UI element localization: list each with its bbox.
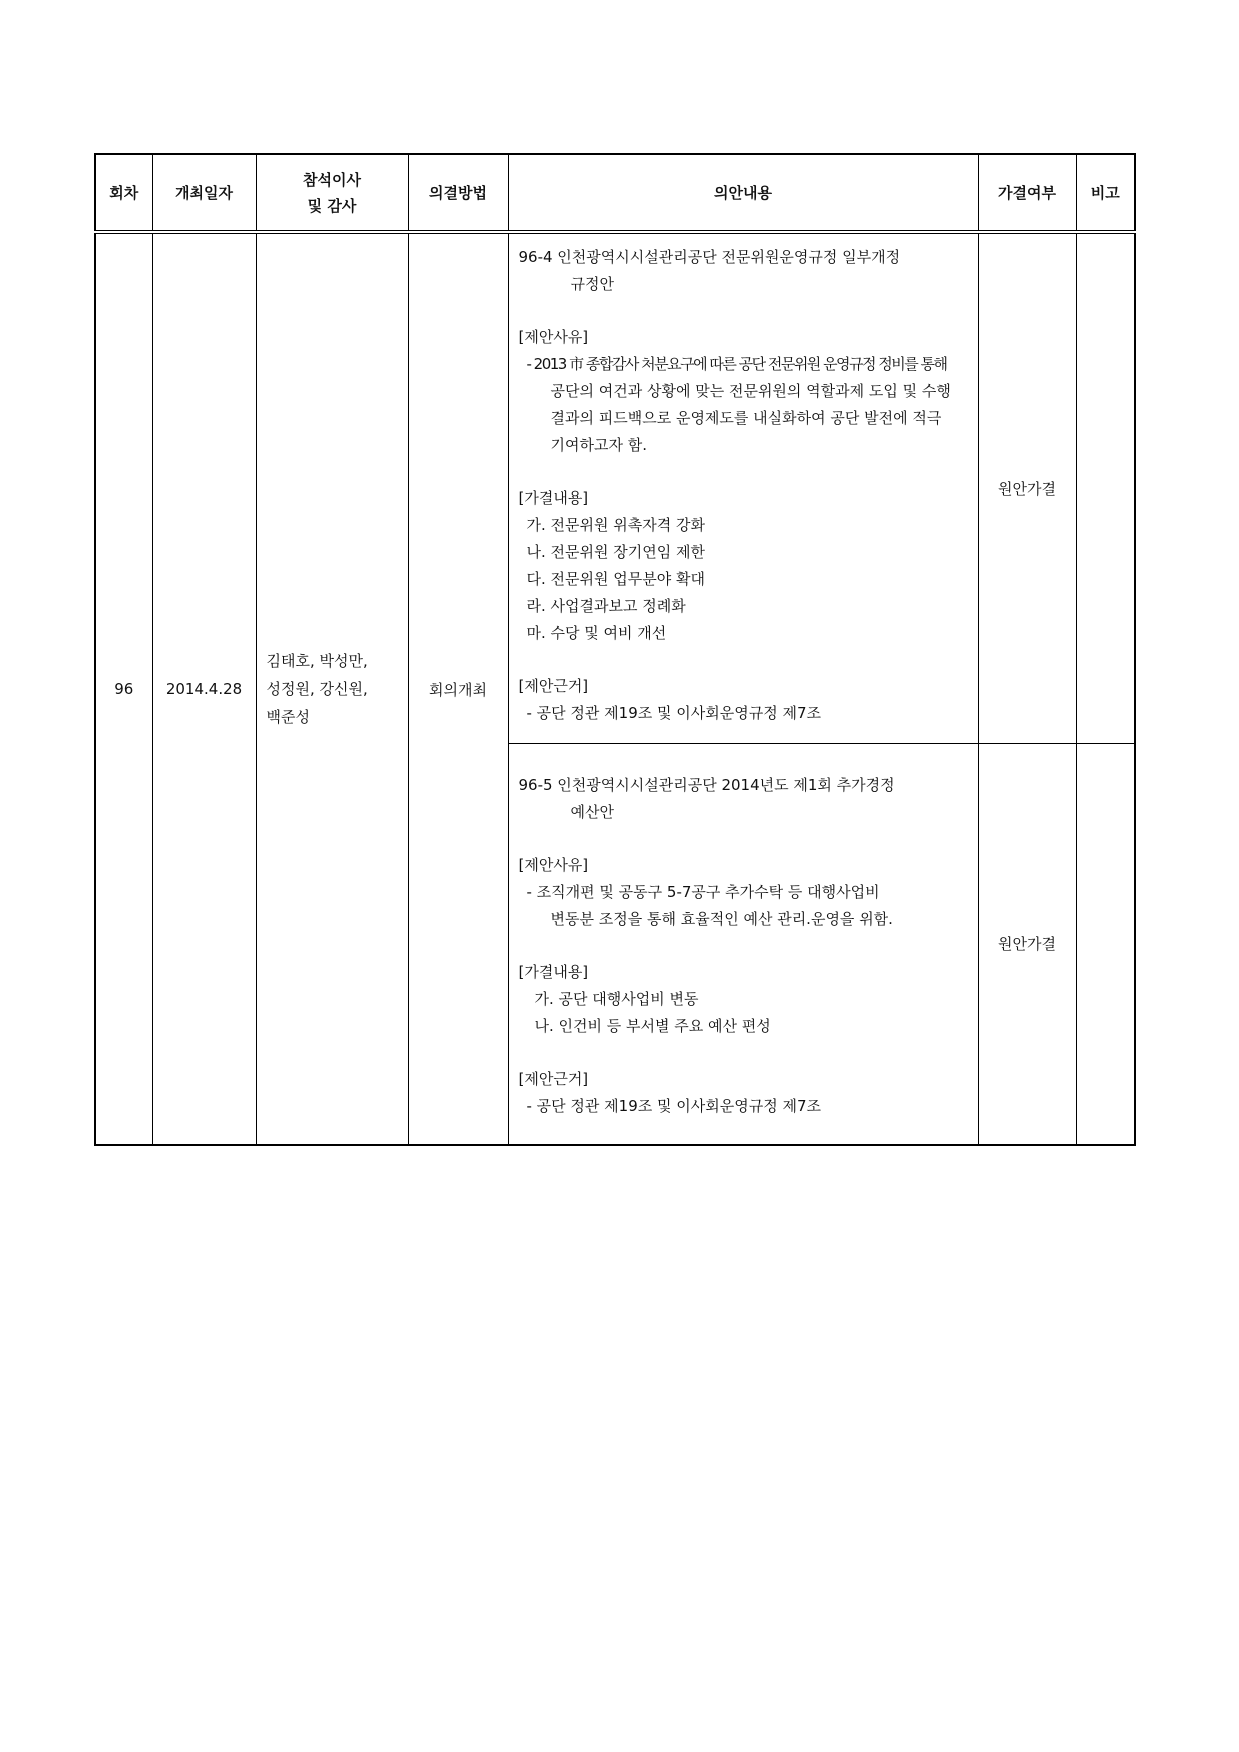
board-minutes-table: [94, 153, 1136, 1146]
header-method: 의결방법: [408, 154, 508, 232]
meeting-method: 회의개최: [408, 232, 508, 1145]
agenda-remarks-2: [1076, 743, 1135, 1145]
basis-heading: [제안근거]: [518, 1069, 589, 1088]
agenda-result-1: 원안가결: [978, 232, 1076, 743]
reason-heading: [제안사유]: [518, 855, 589, 874]
attendees-line2: 성정원, 강신원,: [266, 680, 368, 698]
list-item: 가. 전문위원 위촉자격 강화: [526, 516, 705, 534]
reason-line: 기여하고자 함.: [550, 436, 647, 454]
agenda-remarks-1: [1076, 232, 1135, 743]
agenda-title-line1: 96-5 인천광역시시설관리공단 2014년도 제1회 추가경정: [518, 775, 895, 794]
list-item: 다. 전문위원 업무분야 확대: [526, 570, 705, 588]
reason-line: - 2013 市 종합감사 처분요구에 따른 공단 전문위원 운영규정 정비를 통해: [526, 355, 947, 373]
header-result: 가결여부: [978, 154, 1076, 232]
decision-heading: [가결내용]: [518, 489, 589, 507]
agenda-title: [519, 772, 968, 826]
reason-text: [519, 351, 968, 459]
reason-line: - 조직개편 및 공동구 5-7공구 추가수탁 등 대행사업비: [526, 882, 880, 901]
header-attendees: [256, 154, 408, 232]
basis-text: - 공단 정관 제19조 및 이사회운영규정 제7조: [526, 704, 821, 722]
basis-text: - 공단 정관 제19조 및 이사회운영규정 제7조: [526, 1096, 821, 1115]
attendees-line1: 김태호, 박성만,: [266, 652, 368, 670]
agenda-content-2: [508, 743, 978, 1145]
list-item: 마. 수당 및 여비 개선: [526, 624, 667, 642]
agenda-title-line2: 규정안: [570, 275, 614, 293]
meeting-attendees: [256, 232, 408, 1145]
header-attendees-line1: 참석이사: [303, 170, 361, 189]
reason-line: 결과의 피드백으로 운영제도를 내실화하여 공단 발전에 적극: [550, 409, 942, 427]
decision-heading: [가결내용]: [518, 962, 589, 981]
agenda-result-2: 원안가결: [978, 743, 1076, 1145]
list-item: 라. 사업결과보고 정례화: [526, 597, 686, 615]
meeting-date: 2014.4.28: [152, 232, 256, 1145]
agenda-title-line2: 예산안: [570, 802, 614, 821]
header-remarks: 비고: [1076, 154, 1135, 232]
list-item: 가. 공단 대행사업비 변동: [534, 989, 699, 1008]
list-item: 나. 인건비 등 부서별 주요 예산 편성: [534, 1016, 771, 1035]
header-date: 개최일자: [152, 154, 256, 232]
meeting-round: 96: [95, 232, 152, 1145]
attendees-line3: 백준성: [266, 708, 310, 726]
reason-line: 공단의 여건과 상황에 맞는 전문위원의 역할과제 도입 및 수행: [550, 382, 951, 400]
header-round: 회차: [95, 154, 152, 232]
agenda-title-line1: 96-4 인천광역시시설관리공단 전문위원운영규정 일부개정: [518, 248, 901, 266]
decision-list: [519, 512, 968, 647]
reason-line: 변동분 조정을 통해 효율적인 예산 관리.운영을 위함.: [550, 909, 893, 928]
decision-list: [519, 986, 968, 1040]
basis-heading: [제안근거]: [518, 677, 589, 695]
table-header: [95, 154, 1135, 232]
reason-heading: [제안사유]: [518, 328, 589, 346]
list-item: 나. 전문위원 장기연임 제한: [526, 543, 705, 561]
header-attendees-line2: 및 감사: [307, 196, 357, 215]
table-row: [95, 232, 1135, 743]
agenda-content-1: [508, 232, 978, 743]
header-content: 의안내용: [508, 154, 978, 232]
reason-text: [519, 879, 968, 933]
agenda-title: [519, 244, 968, 298]
